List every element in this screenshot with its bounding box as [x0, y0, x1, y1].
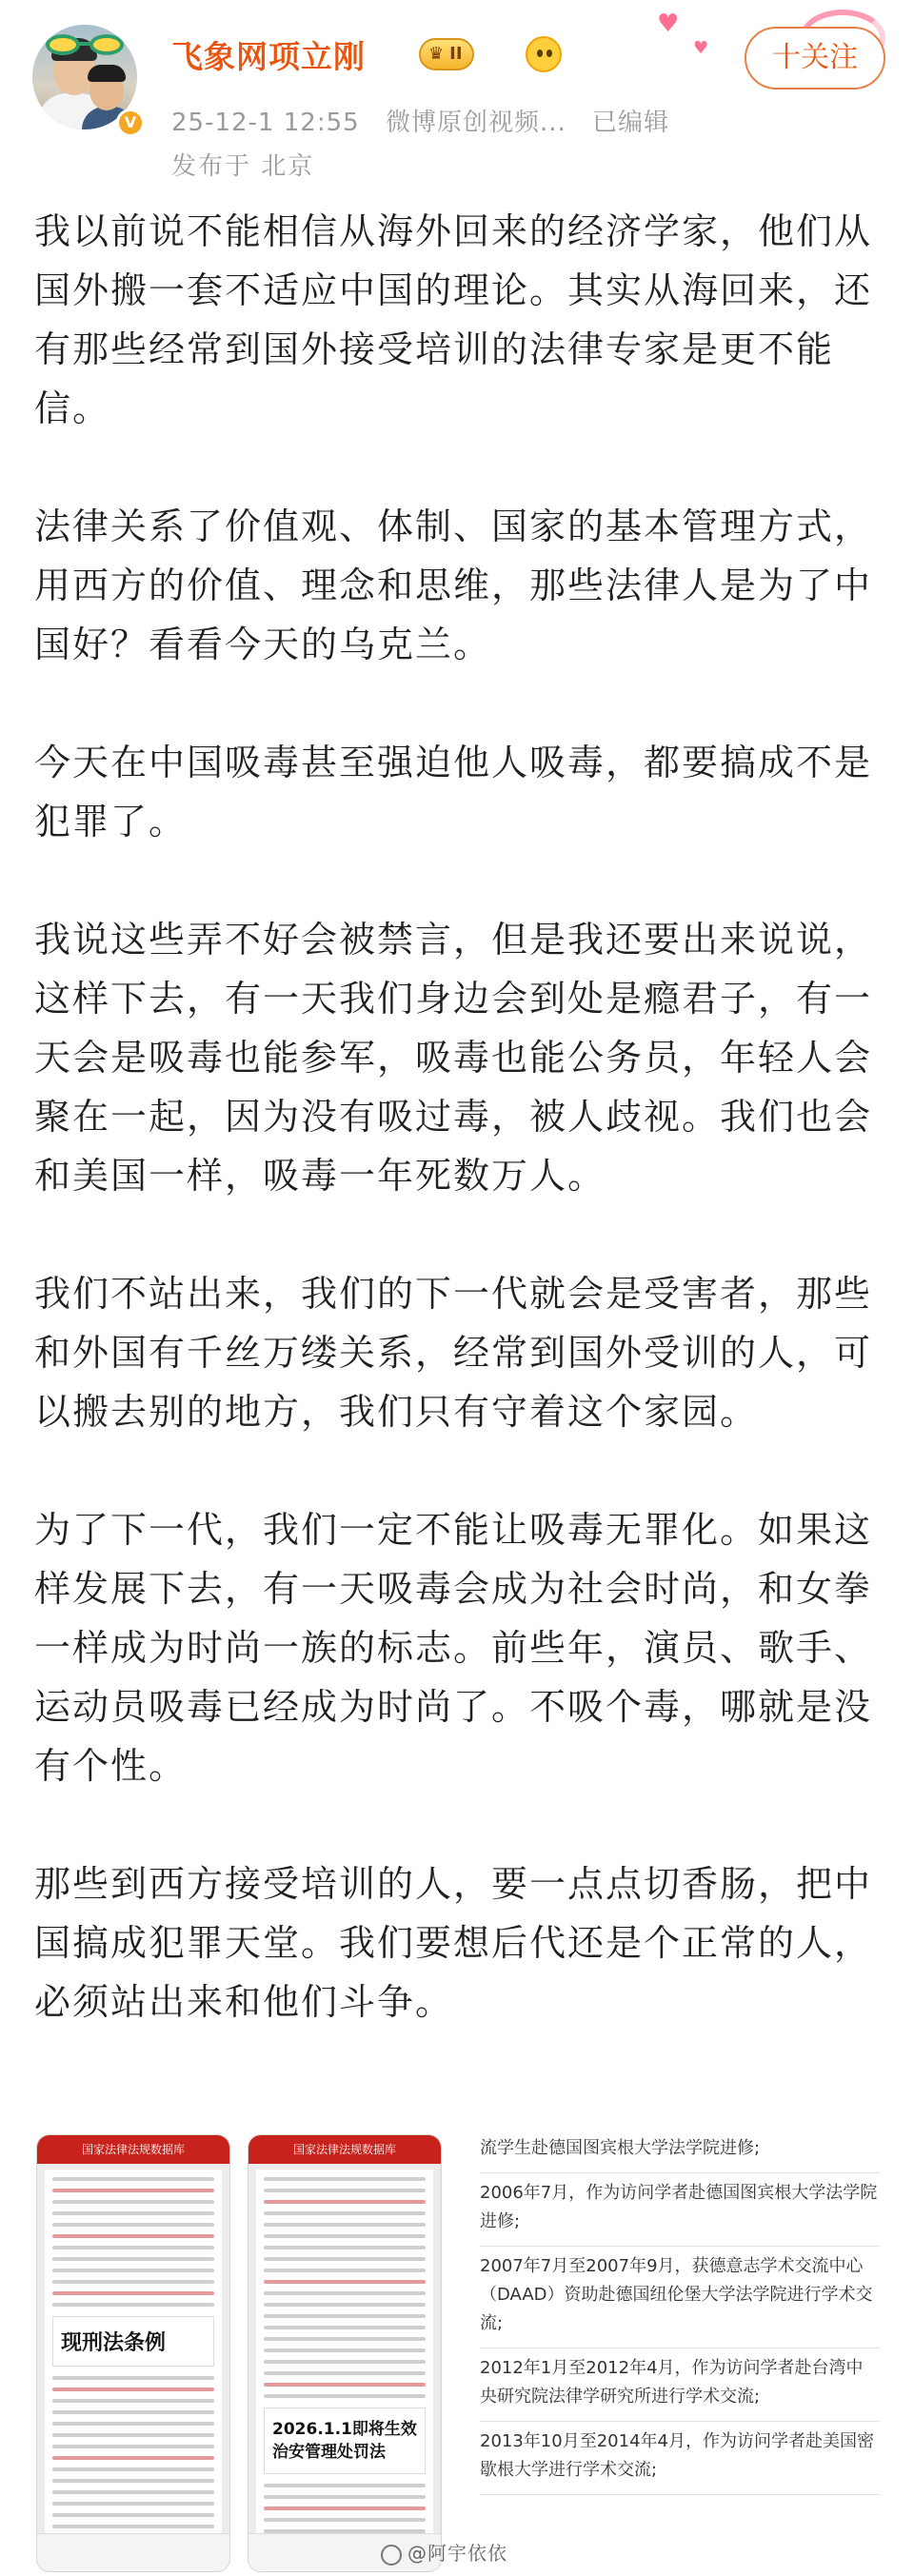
- post-images: [36, 2134, 880, 2572]
- heart-icon: ♥: [693, 38, 709, 58]
- post-header: [0, 0, 914, 181]
- post-paragraph: 我们不站出来，我们的下一代就会是受害者，那些和外国有千丝万缕关系，经常到国外受训的人，可以搬去别的地方，我们只有守着这个家园。: [34, 1273, 873, 1433]
- follow-button[interactable]: 十关注: [745, 27, 885, 89]
- resume-entry: 2012年1月至2012年4月，作为访问学者赴台湾中央研究院法律学研究所进行学术交流;: [480, 2348, 880, 2422]
- level-badge[interactable]: [419, 38, 474, 70]
- image-watermark: [381, 2538, 507, 2566]
- post-paragraph: 那些到西方接受培训的人，要一点点切香肠，把中国搞成犯罪天堂。我们要想后代还是个正常的人，必须站出来和他们斗争。: [34, 1863, 873, 2023]
- verified-icon: V: [116, 109, 145, 137]
- author-name[interactable]: 飞象网项立刚: [171, 38, 366, 75]
- screenshot-page: [45, 2170, 222, 2533]
- goggles-decoration-icon: [42, 32, 128, 57]
- watermark-text: @阿宇依依: [407, 2542, 507, 2565]
- resume-entry: 2007年7月至2007年9月，获德意志学术交流中心（DAAD）资助赴德国纽伦堡大学法学院进行学术交流;: [480, 2247, 880, 2348]
- post-meta: [171, 103, 686, 138]
- screenshot-titlebar: 国家法律法规数据库: [248, 2135, 441, 2164]
- post-paragraph: 为了下一代，我们一定不能让吸毒无罪化。如果这样发展下去，有一天吸毒会成为社会时尚，和女拳一样成为时尚一族的标志。前些年，演员、歌手、运动员吸毒已经成为时尚了。不吸个毒，哪就是没有个性。: [34, 1509, 873, 1787]
- post-paragraph: 法律关系了价值观、体制、国家的基本管理方式，用西方的价值、理念和思维，那些法律人是为了中国好？看看今天的乌克兰。: [34, 505, 873, 665]
- emoji-badge-icon[interactable]: [526, 36, 562, 72]
- post-time[interactable]: 25-12-1 12:55: [171, 109, 360, 137]
- screenshot-tabbar: [37, 2533, 229, 2571]
- heart-icon: ♥: [657, 10, 680, 38]
- level-badge-label: II: [449, 44, 463, 64]
- post-location: 发布于 北京: [171, 152, 315, 181]
- post-source[interactable]: 微博原创视频...: [385, 109, 566, 137]
- resume-entry: 流学生赴德国图宾根大学法学院进修;: [480, 2134, 880, 2173]
- screenshot-resume[interactable]: [480, 2134, 880, 2572]
- resume-entry: 2006年7月，作为访问学者赴德国图宾根大学法学院进修;: [480, 2173, 880, 2247]
- screenshot-page: [256, 2170, 433, 2533]
- screenshot-caption: 2026.1.1即将生效治安管理处罚法: [264, 2408, 426, 2474]
- edited-label[interactable]: 已编辑: [592, 109, 670, 137]
- resume-entry: 2013年10月至2014年4月，作为访问学者赴美国密歇根大学进行学术交流;: [480, 2422, 880, 2495]
- post-paragraph: 我以前说不能相信从海外回来的经济学家，他们从国外搬一套不适应中国的理论。其实从海回来，还有那些经常到国外接受培训的法律专家是更不能信。: [34, 210, 873, 429]
- screenshot-criminal-law[interactable]: [36, 2134, 230, 2572]
- post-paragraph: 今天在中国吸毒甚至强迫他人吸毒，都要搞成不是犯罪了。: [34, 742, 873, 842]
- post-paragraph: 我说这些弄不好会被禁言，但是我还要出来说说，这样下去，有一天我们身边会到处是瘾君子，有一天会是吸毒也能参军，吸毒也能公务员，年轻人会聚在一起，因为没有吸过毒，被人歧视。我们也会和美国一样，吸毒一年死数万人。: [34, 919, 873, 1197]
- screenshot-titlebar: 国家法律法规数据库: [37, 2135, 229, 2164]
- post-content: [34, 202, 891, 2091]
- crown-icon: ♛: [428, 44, 445, 64]
- weibo-icon: [381, 2545, 402, 2566]
- screenshot-security-law[interactable]: [248, 2134, 442, 2572]
- author-avatar[interactable]: [32, 25, 137, 129]
- screenshot-caption: 现刑法条例: [52, 2316, 214, 2367]
